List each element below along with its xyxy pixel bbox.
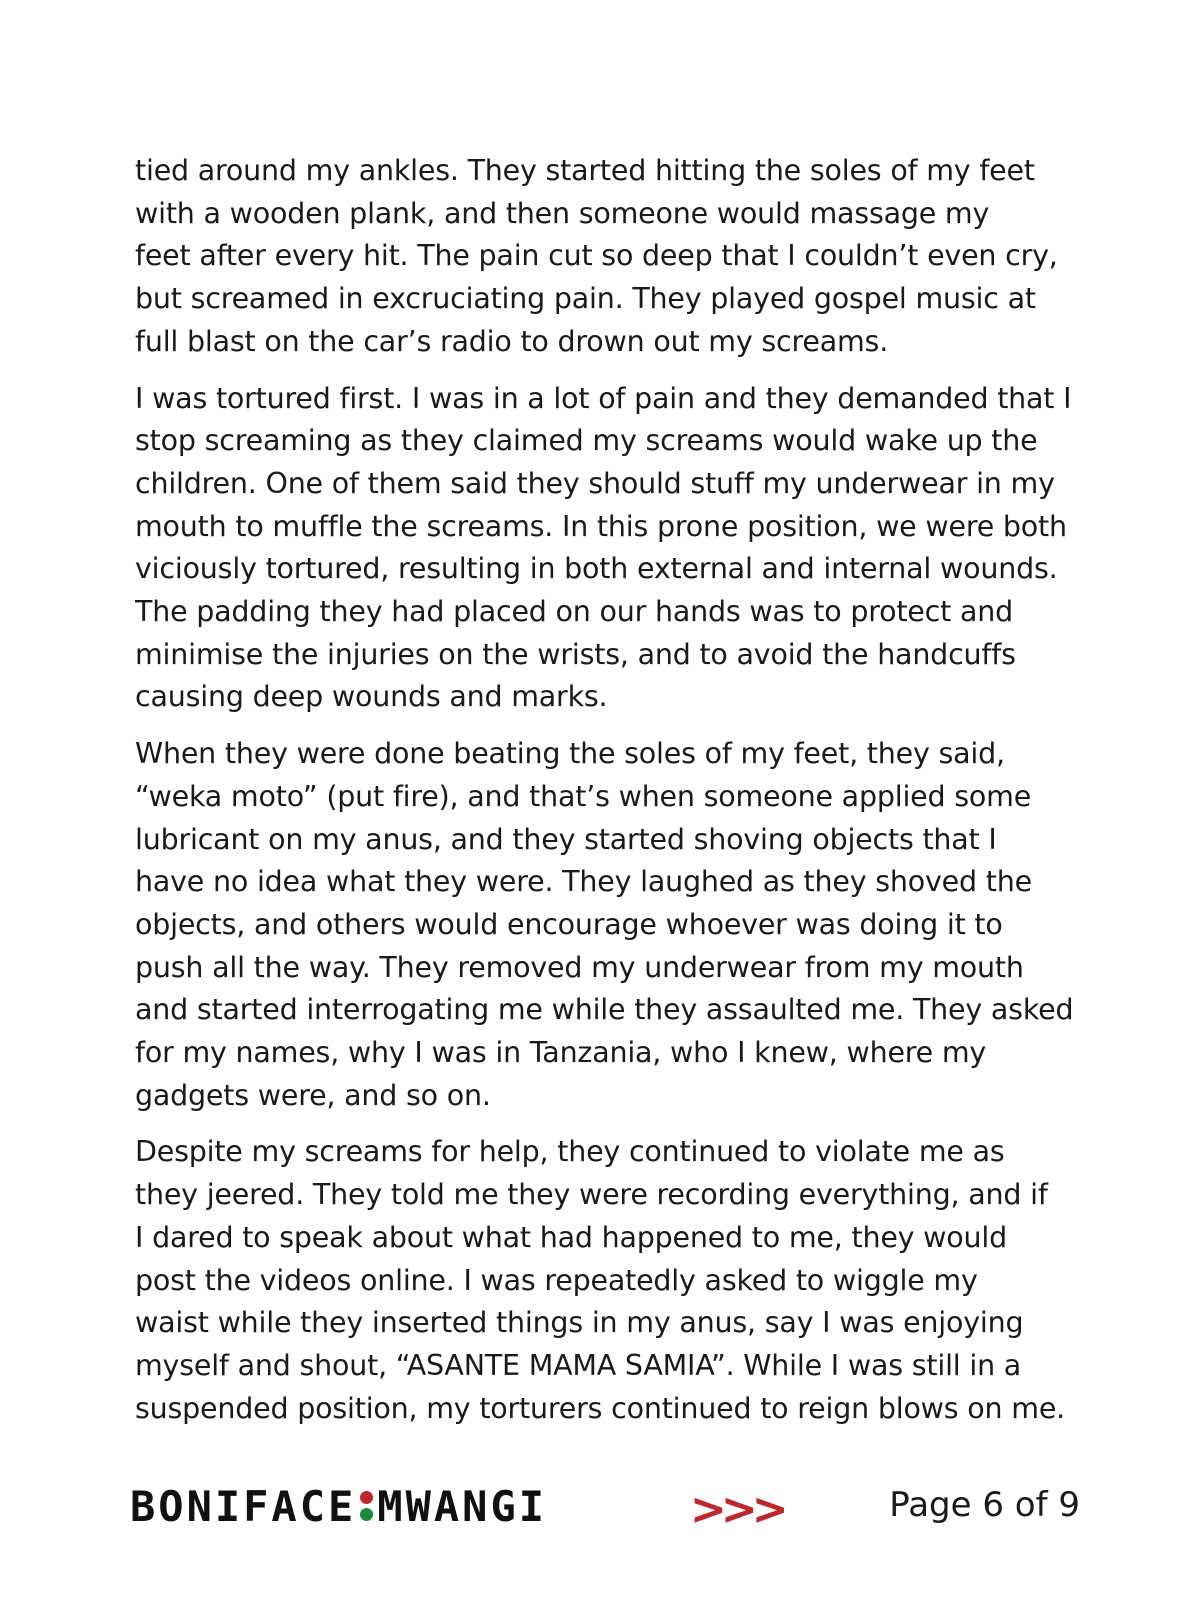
- brand-logo: [130, 1478, 547, 1534]
- text-line: they jeered. They told me they were recording everything, and if: [135, 1178, 1048, 1212]
- page-number: Page 6 of 9: [889, 1485, 1080, 1525]
- page-footer: [130, 1478, 1080, 1548]
- text-line: stop screaming as they claimed my screams would wake up the: [135, 424, 1038, 458]
- text-line: feet after every hit. The pain cut so deep that I couldn’t even cry,: [135, 239, 1058, 273]
- green-dot-icon: [360, 1508, 373, 1521]
- text-line: and started interrogating me while they assaulted me. They asked: [135, 993, 1074, 1027]
- text-line: children. One of them said they should stuff my underwear in my: [135, 466, 1055, 500]
- brand-dots-icon: [360, 1491, 373, 1521]
- text-line: I dared to speak about what had happened to me, they would: [135, 1220, 1007, 1254]
- text-line: gadgets were, and so on.: [135, 1078, 491, 1112]
- red-dot-icon: [360, 1491, 373, 1504]
- brand-name-last: MWANGI: [377, 1481, 548, 1531]
- text-line: “weka moto” (put fire), and that’s when someone applied some: [135, 779, 1032, 813]
- text-line: objects, and others would encourage whoever was doing it to: [135, 907, 1003, 941]
- text-line: Despite my screams for help, they continued to violate me as: [135, 1135, 1005, 1169]
- text-line: tied around my ankles. They started hitting the soles of my feet: [135, 154, 1035, 187]
- text-line: minimise the injuries on the wrists, and to avoid the handcuffs: [135, 637, 1016, 671]
- text-line: full blast on the car’s radio to drown out my screams.: [135, 324, 889, 358]
- text-line: push all the way. They removed my underwear from my mouth: [135, 950, 1024, 984]
- document-body: [135, 150, 1075, 1444]
- text-line: lubricant on my anus, and they started shoving objects that I: [135, 822, 997, 856]
- text-line: mouth to muffle the screams. In this prone position, we were both: [135, 509, 1067, 543]
- text-line: myself and shout, “ASANTE MAMA SAMIA”. While I was still in a: [135, 1348, 1022, 1382]
- paragraph: [135, 150, 1075, 364]
- paragraph: [135, 733, 1075, 1117]
- text-line: but screamed in excruciating pain. They played gospel music at: [135, 282, 1036, 316]
- text-line: The padding they had placed on our hands was to protect and: [135, 595, 1013, 629]
- brand-name-first: BONIFACE: [130, 1481, 357, 1531]
- text-line: post the videos online. I was repeatedly asked to wiggle my: [135, 1263, 978, 1297]
- text-line: for my names, why I was in Tanzania, who I knew, where my: [135, 1036, 987, 1070]
- paragraph: [135, 378, 1075, 720]
- text-line: suspended position, my torturers continued to reign blows on me.: [135, 1391, 1066, 1425]
- text-line: have no idea what they were. They laughed as they shoved the: [135, 865, 1032, 899]
- next-page-arrows-icon[interactable]: >>>: [690, 1484, 783, 1535]
- paragraph: [135, 1131, 1075, 1430]
- text-line: I was tortured first. I was in a lot of pain and they demanded that I: [135, 381, 1072, 415]
- text-line: viciously tortured, resulting in both external and internal wounds.: [135, 552, 1058, 586]
- text-line: with a wooden plank, and then someone would massage my: [135, 196, 990, 230]
- text-line: causing deep wounds and marks.: [135, 680, 608, 714]
- text-line: waist while they inserted things in my anus, say I was enjoying: [135, 1306, 1024, 1340]
- text-line: When they were done beating the soles of my feet, they said,: [135, 737, 1005, 771]
